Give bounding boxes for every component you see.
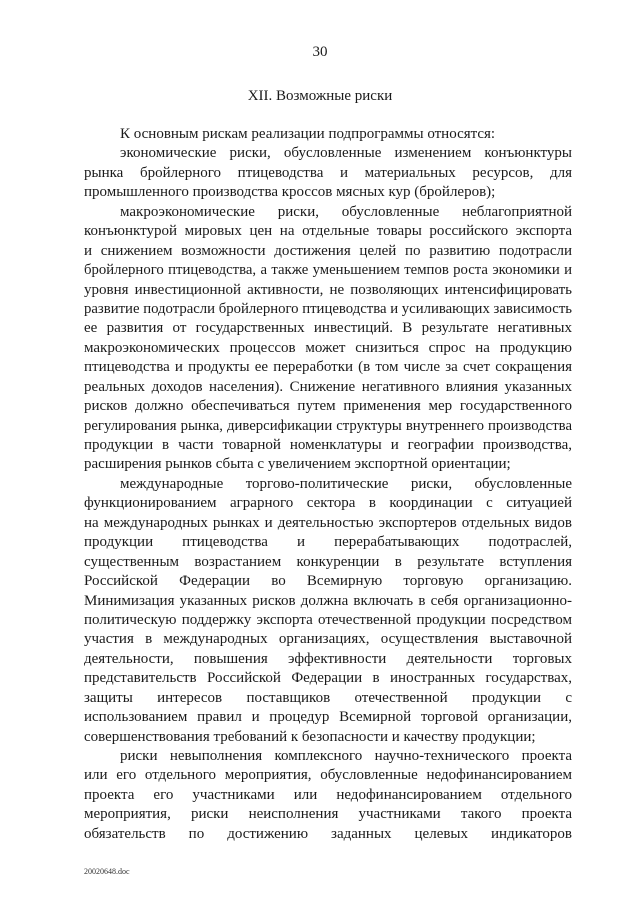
text-line: конъюнктурой мировых цен на отдельные товары российского экспорта [84,223,572,240]
text-line: защиты интересов поставщиков отечественной продукции с [84,689,572,706]
text-line: деятельности, повышения эффективности деятельности торговых [84,650,572,667]
text-line: участия в международных организациях, осуществления выставочной [84,631,572,648]
text-line: уровня инвестиционной активности, не позволяющих интенсифицировать [84,281,572,298]
text-line: К основным рискам реализации подпрограммы относятся: [120,126,496,142]
text-line: риски невыполнения комплексного научно-технического проекта [120,748,572,764]
text-line: обязательств по достижению заданных целевых индикаторов [84,825,572,842]
text-line: Минимизация указанных рисков должна включать в себя организационно- [84,592,572,609]
text-line: функционированием аграрного сектора в координации с ситуацией [84,495,572,512]
text-line: мероприятия, риски неисполнения участниками такого проекта [84,806,572,823]
text-line: проекта его участниками или недофинансированием отдельного [84,786,572,803]
text-line: использованием правил и процедур Всемирной торговой организации, [84,709,572,726]
text-line: рисков должно обеспечиваться путем применения мер государственного [84,398,572,415]
text-line: реальных доходов населения). Снижение негативного влияния указанных [84,378,572,395]
text-line: развитие подотрасли бройлерного птицеводства и усиливающих зависимость [84,300,572,317]
text-line: бройлерного птицеводства, а также уменьшением темпов роста экономики и [84,262,572,279]
text-line: продукции птицеводства и перерабатывающих подотраслей, [84,534,572,551]
text-line: птицеводства и продукты ее переработки (в том числе за счет сокращения [84,359,572,376]
paragraph-economic-risks [84,144,572,202]
text-line: регулирования рынка, диверсификации структуры внутреннего производства [84,417,572,434]
text-line: экономические риски, обусловленные изменением конъюнктуры [120,145,572,162]
text-line: представительств Российской Федерации в иностранных государствах, [84,670,572,687]
text-line: макроэкономических процессов может снизиться спрос на продукцию [84,339,572,356]
text-line: макроэкономические риски, обусловленные неблагоприятной [120,203,572,220]
text-line: промышленного производства кроссов мясных кур (бройлеров); [84,184,496,201]
text-line: международные торгово-политические риски, обусловленные [120,475,572,492]
text-line: совершенствования требований к безопасности и качеству продукции; [84,728,536,745]
paragraph-macroeconomic-risks [84,203,572,475]
text-line: на международных рынках и деятельностью экспортеров отдельных видов [84,514,572,531]
text-line: расширения рынков сбыта с увеличением экспортной ориентации; [84,456,511,473]
text-line: рынка бройлерного птицеводства и материальных ресурсов, для [84,164,572,181]
text-line: и снижением возможности достижения целей по развитию подотрасли [84,242,572,259]
text-line: продукции в части товарной номенклатуры и географии производства, [84,437,572,453]
section-title: XII. Возможные риски [247,88,393,104]
text-line: существенным возрастанием конкуренции в результате вступления [84,553,572,570]
text-line: Российской Федерации во Всемирную торговую организацию. [84,573,572,590]
text-line: или его отдельного мероприятия, обусловленные недофинансированием [84,767,572,784]
paragraph-trade-political-risks [84,475,572,747]
text-line: политическую поддержку экспорта отечественной продукции посредством [84,611,572,628]
paragraph-project-risks [84,747,572,844]
document-body [84,125,572,844]
paragraph-intro [84,125,572,144]
page-number: 30 [312,44,328,60]
text-line: ее развития от государственных инвестиций. В результате негативных [84,320,572,337]
file-name-footer: 20020648.doc [84,867,130,876]
